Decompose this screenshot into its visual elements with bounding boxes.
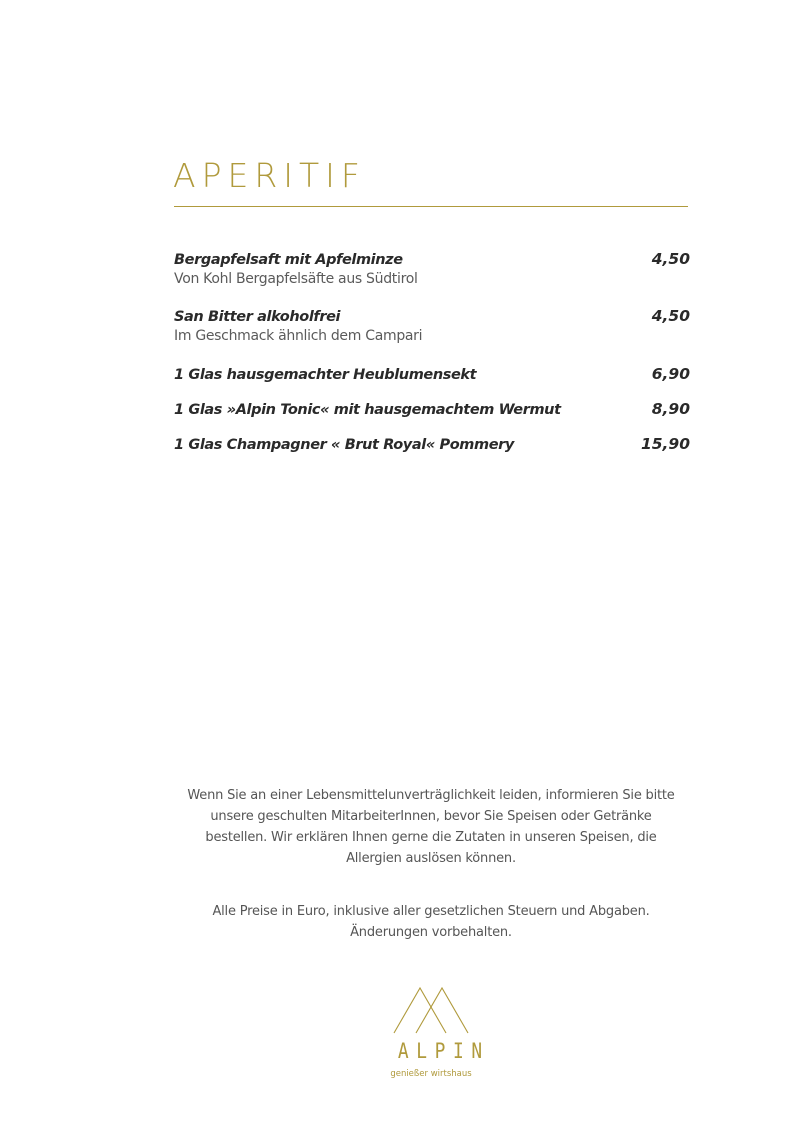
item-price: 15,90 [640, 435, 690, 453]
logo-wordmark: ALPIN [397, 1039, 490, 1063]
title-divider [174, 206, 688, 207]
item-name: 1 Glas Champagner « Brut Royal« Pommery [174, 437, 514, 453]
allergy-notice [174, 785, 688, 869]
page-title: APERITIF [173, 156, 366, 195]
allergy-line: Wenn Sie an einer Lebensmittelunverträglichkeit leiden, informieren Sie bitte [187, 788, 675, 803]
alpin-logo [384, 985, 490, 1085]
item-description: Im Geschmack ähnlich dem Campari [174, 328, 423, 344]
allergy-line: bestellen. Wir erklären Ihnen gerne die Zutaten in unseren Speisen, die [205, 830, 657, 845]
mountain-icon [384, 985, 478, 1037]
item-name: 1 Glas hausgemachter Heublumensekt [174, 367, 477, 383]
allergy-line: unsere geschulten MitarbeiterInnen, bevor Sie Speisen oder Getränke [210, 809, 652, 824]
menu-item [174, 431, 690, 466]
allergy-line: Allergien auslösen können. [346, 851, 516, 866]
logo-tagline: genießer wirtshaus [390, 1069, 472, 1079]
item-name: 1 Glas »Alpin Tonic« mit hausgemachtem Wermut [174, 402, 561, 418]
item-price: 4,50 [651, 250, 690, 268]
menu-item [174, 361, 690, 396]
price-line: Änderungen vorbehalten. [350, 925, 512, 940]
item-name: Bergapfelsaft mit Apfelminze [174, 252, 403, 268]
menu-item [174, 246, 690, 303]
menu-item [174, 303, 690, 361]
price-line: Alle Preise in Euro, inklusive aller gesetzlichen Steuern und Abgaben. [212, 904, 650, 919]
item-price: 6,90 [651, 365, 690, 383]
item-description: Von Kohl Bergapfelsäfte aus Südtirol [174, 271, 418, 287]
menu-item [174, 396, 690, 431]
item-name: San Bitter alkoholfrei [174, 309, 341, 325]
item-price: 8,90 [651, 400, 690, 418]
menu-list [174, 246, 690, 466]
price-notice [174, 901, 688, 943]
item-price: 4,50 [651, 307, 690, 325]
